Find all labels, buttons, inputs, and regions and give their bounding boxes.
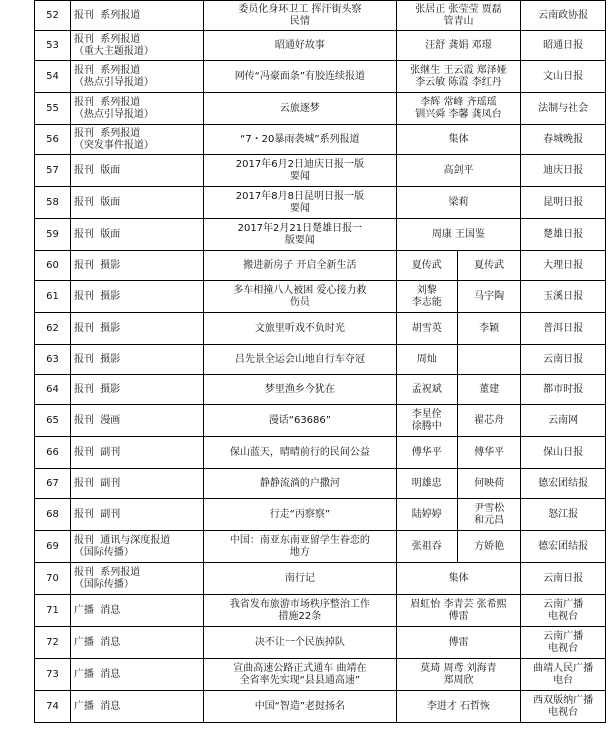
- publishing-unit-line: 法制与社会: [538, 102, 589, 114]
- publishing-unit-line: 德宏团结报: [538, 540, 589, 552]
- table-row: [35, 691, 606, 723]
- work-title-line: 漫话“63686”: [268, 414, 331, 426]
- award-category-line: 广播 消息: [73, 700, 121, 712]
- award-category-line: 报刊 系列报道: [73, 127, 141, 139]
- row-number: 59: [35, 219, 71, 251]
- author: [396, 531, 457, 563]
- award-category-line: 报刊 摄影: [73, 383, 121, 395]
- author: [396, 375, 457, 405]
- publishing-unit-line: 普洱日报: [543, 322, 584, 334]
- publishing-unit: [521, 1, 606, 31]
- award-category-line: （热点引导报道）: [73, 108, 154, 120]
- award-category: [70, 375, 203, 405]
- publishing-unit: [521, 345, 606, 375]
- row-number: 72: [35, 627, 71, 659]
- work-title-line: 文旅里听戏不负时光: [254, 322, 345, 334]
- table-row: [35, 313, 606, 345]
- work-title-line: 昭通好故事: [274, 39, 325, 51]
- authors-line: 张继生 王云霞 郑泽娅: [410, 64, 507, 76]
- editor-line: 尹雪松: [474, 502, 505, 514]
- award-category-line: 广播 消息: [73, 636, 121, 648]
- award-category: [70, 313, 203, 345]
- work-title-line: 版要闻: [284, 234, 315, 246]
- authors-line: 张居正 张莹莹 贾磊: [415, 3, 502, 15]
- authors: [396, 659, 521, 691]
- row-number: 71: [35, 595, 71, 627]
- table-row: [35, 627, 606, 659]
- work-title-line: 吕先景全运会山地自行车夺冠: [234, 353, 365, 365]
- publishing-unit-line: 大理日报: [543, 259, 584, 271]
- authors: [396, 31, 521, 61]
- work-title-line: 决不让一个民族掉队: [254, 636, 345, 648]
- work-title: [204, 1, 396, 31]
- author-line: 夏传武: [411, 259, 442, 271]
- publishing-unit-line: 云南网: [548, 414, 579, 426]
- row-number: 64: [35, 375, 71, 405]
- author: [396, 281, 457, 313]
- authors: [396, 563, 521, 595]
- publishing-unit-line: 电视台: [548, 610, 579, 622]
- author: [396, 469, 457, 499]
- authors: [396, 595, 521, 627]
- award-category-line: （突发事件报道）: [73, 139, 154, 151]
- publishing-unit-line: 迪庆日报: [543, 164, 584, 176]
- author: [396, 405, 457, 437]
- work-title: [204, 691, 396, 723]
- award-category-line: 报刊 版面: [73, 164, 121, 176]
- award-category: [70, 691, 203, 723]
- row-number: 52: [35, 1, 71, 31]
- row-number: 70: [35, 563, 71, 595]
- work-title: [204, 281, 396, 313]
- award-category: [70, 499, 203, 531]
- author: [396, 345, 457, 375]
- publishing-unit: [521, 595, 606, 627]
- publishing-unit: [521, 563, 606, 595]
- authors-line: 傅雷: [448, 610, 469, 622]
- author-line: 李星佺: [411, 408, 442, 420]
- award-category-line: （国际传播）: [73, 578, 134, 590]
- publishing-unit: [521, 155, 606, 187]
- table-row: [35, 375, 606, 405]
- work-title-line: 要闻: [289, 170, 310, 182]
- publishing-unit-line: 云南广播: [543, 630, 584, 642]
- author-line: 张祖吞: [411, 540, 442, 552]
- work-title-line: 要闻: [289, 202, 310, 214]
- work-title-line: 中国“智造”老挝扬名: [254, 700, 346, 712]
- award-category-line: 报刊 摄影: [73, 290, 121, 302]
- work-title-line: 2017年6月2日迪庆日报一版: [235, 158, 364, 170]
- award-category-line: 报刊 系列报道: [73, 64, 141, 76]
- table-row: [35, 155, 606, 187]
- publishing-unit: [521, 499, 606, 531]
- work-title-line: 地方: [289, 546, 310, 558]
- work-title: [204, 93, 396, 125]
- author-line: 傅华平: [411, 446, 442, 458]
- work-title: [204, 437, 396, 469]
- publishing-unit-line: 德宏团结报: [538, 477, 589, 489]
- publishing-unit-line: 电视台: [548, 642, 579, 654]
- table-row: [35, 61, 606, 93]
- award-category: [70, 437, 203, 469]
- editor: [457, 313, 520, 345]
- work-title: [204, 345, 396, 375]
- table-row: [35, 93, 606, 125]
- award-category: [70, 1, 203, 31]
- work-title: [204, 125, 396, 155]
- publishing-unit-line: 曲靖人民广播: [533, 662, 594, 674]
- award-category: [70, 405, 203, 437]
- work-title-line: 云旅逐梦: [279, 102, 320, 114]
- row-number: 65: [35, 405, 71, 437]
- work-title-line: 中国：南亚东南亚留学生眷恋的: [229, 534, 370, 546]
- row-number: 69: [35, 531, 71, 563]
- award-category: [70, 61, 203, 93]
- publishing-unit-line: 云南政协报: [538, 9, 589, 21]
- authors: [396, 187, 521, 219]
- authors: [396, 691, 521, 723]
- work-title: [204, 563, 396, 595]
- award-category-line: 广播 消息: [73, 668, 121, 680]
- editor: [457, 345, 520, 375]
- award-category-line: 报刊 通讯与深度报道: [73, 534, 171, 546]
- row-number: 57: [35, 155, 71, 187]
- author-line: 胡雪英: [411, 322, 442, 334]
- award-category: [70, 345, 203, 375]
- work-title: [204, 375, 396, 405]
- publishing-unit-line: 怒江报: [548, 508, 579, 520]
- work-title-line: 宣曲高速公路正式通车 曲靖在: [233, 662, 367, 674]
- row-number: 66: [35, 437, 71, 469]
- table-row: [35, 281, 606, 313]
- editor: [457, 437, 520, 469]
- authors-line: 高剑平: [443, 164, 474, 176]
- award-category-line: 报刊 摄影: [73, 353, 121, 365]
- editor-line: 何映荷: [474, 477, 505, 489]
- award-category: [70, 659, 203, 691]
- row-number: 55: [35, 93, 71, 125]
- work-title-line: 全省率先实现“县县通高速”: [239, 674, 361, 686]
- publishing-unit-line: 文山日报: [543, 70, 584, 82]
- publishing-unit-line: 云南广播: [543, 598, 584, 610]
- award-category: [70, 93, 203, 125]
- editor: [457, 499, 520, 531]
- author-line: 刘黎: [416, 284, 437, 296]
- author: [396, 313, 457, 345]
- authors-line: 傅雷: [448, 636, 469, 648]
- author: [396, 499, 457, 531]
- author-line: 明雄忠: [411, 477, 442, 489]
- publishing-unit: [521, 313, 606, 345]
- award-category: [70, 469, 203, 499]
- work-title-line: 民情: [289, 15, 310, 27]
- award-category-line: 报刊 摄影: [73, 259, 121, 271]
- editor-line: 方娇艳: [474, 540, 505, 552]
- work-title-line: 多车相撞八人被困 爱心接力救: [233, 284, 367, 296]
- table-row: [35, 595, 606, 627]
- work-title-line: 静静流淌的户撒河: [259, 477, 340, 489]
- author-line: 周灿: [416, 353, 437, 365]
- editor: [457, 469, 520, 499]
- award-category-line: 报刊 摄影: [73, 322, 121, 334]
- award-category: [70, 595, 203, 627]
- publishing-unit: [521, 437, 606, 469]
- row-number: 56: [35, 125, 71, 155]
- work-title-line: 搬进新房子 开启全新生活: [243, 259, 357, 271]
- authors-line: 管青山: [443, 15, 474, 27]
- publishing-unit-line: 楚雄日报: [543, 228, 584, 240]
- editor-line: 翟芯舟: [474, 414, 505, 426]
- award-category-line: 报刊 系列报道: [73, 9, 141, 21]
- editor: [457, 281, 520, 313]
- publishing-unit-line: 昭通日报: [543, 39, 584, 51]
- work-title: [204, 531, 396, 563]
- publishing-unit: [521, 659, 606, 691]
- work-title: [204, 31, 396, 61]
- work-title: [204, 187, 396, 219]
- author-line: 李志能: [411, 296, 442, 308]
- award-category: [70, 31, 203, 61]
- award-category-line: （重大主题报道）: [73, 45, 154, 57]
- award-category: [70, 187, 203, 219]
- row-number: 61: [35, 281, 71, 313]
- publishing-unit: [521, 691, 606, 723]
- publishing-unit: [521, 125, 606, 155]
- award-category-line: 报刊 系列报道: [73, 33, 141, 45]
- work-title-line: 伤员: [289, 296, 310, 308]
- work-title-line: 委员化身环卫工 挥汗街头察: [238, 3, 362, 15]
- award-category: [70, 563, 203, 595]
- award-category-line: 报刊 系列报道: [73, 566, 141, 578]
- award-category: [70, 125, 203, 155]
- authors-line: 周康 王国鉴: [431, 228, 486, 240]
- publishing-unit: [521, 281, 606, 313]
- editor-line: 傅华平: [474, 446, 505, 458]
- authors: [396, 93, 521, 125]
- award-category-line: 报刊 系列报道: [73, 96, 141, 108]
- award-category-line: 报刊 副刊: [73, 446, 121, 458]
- author-line: 陆婷婷: [411, 508, 442, 520]
- publishing-unit: [521, 61, 606, 93]
- editor-line: 夏传武: [474, 259, 505, 271]
- authors-line: 集体: [448, 572, 469, 584]
- table-row: [35, 345, 606, 375]
- publishing-unit-line: 春城晚报: [543, 133, 584, 145]
- table-row: [35, 251, 606, 281]
- authors: [396, 155, 521, 187]
- row-number: 62: [35, 313, 71, 345]
- award-category: [70, 251, 203, 281]
- award-category-line: 广播 消息: [73, 604, 121, 616]
- award-category-line: 报刊 版面: [73, 196, 121, 208]
- authors-line: 莫琦 周鸢 刘海青: [420, 662, 497, 674]
- row-number: 60: [35, 251, 71, 281]
- work-title: [204, 469, 396, 499]
- publishing-unit: [521, 375, 606, 405]
- table-row: [35, 469, 606, 499]
- awards-table-body: [35, 1, 606, 723]
- work-title-line: 网传“冯豪面条”有胶连续报道: [234, 70, 366, 82]
- row-number: 74: [35, 691, 71, 723]
- publishing-unit: [521, 251, 606, 281]
- work-title: [204, 219, 396, 251]
- publishing-unit: [521, 219, 606, 251]
- authors-line: 集体: [448, 133, 469, 145]
- award-category: [70, 531, 203, 563]
- publishing-unit: [521, 531, 606, 563]
- award-category: [70, 219, 203, 251]
- row-number: 58: [35, 187, 71, 219]
- publishing-unit-line: 云南日报: [543, 353, 584, 365]
- row-number: 54: [35, 61, 71, 93]
- work-title-line: 保山蓝天，晴晴前行的民间公益: [229, 446, 370, 458]
- author-line: 徐腾中: [411, 420, 442, 432]
- editor: [457, 251, 520, 281]
- authors: [396, 1, 521, 31]
- authors: [396, 61, 521, 93]
- work-title: [204, 61, 396, 93]
- work-title-line: 行走“丙察察”: [269, 508, 331, 520]
- publishing-unit: [521, 93, 606, 125]
- publishing-unit-line: 都市时报: [543, 383, 584, 395]
- publishing-unit: [521, 31, 606, 61]
- work-title: [204, 627, 396, 659]
- table-row: [35, 219, 606, 251]
- authors-line: 汪舒 龚娟 邓璟: [425, 39, 492, 51]
- award-category: [70, 627, 203, 659]
- author: [396, 437, 457, 469]
- award-category-line: （热点引导报道）: [73, 76, 154, 88]
- editor-line: 马宇陶: [474, 290, 505, 302]
- table-row: [35, 499, 606, 531]
- work-title: [204, 313, 396, 345]
- award-category: [70, 155, 203, 187]
- author: [396, 251, 457, 281]
- editor: [457, 531, 520, 563]
- table-row: [35, 405, 606, 437]
- publishing-unit: [521, 627, 606, 659]
- table-row: [35, 563, 606, 595]
- publishing-unit-line: 云南日报: [543, 572, 584, 584]
- row-number: 68: [35, 499, 71, 531]
- publishing-unit-line: 电台: [553, 674, 574, 686]
- publishing-unit: [521, 405, 606, 437]
- editor-line: 李颖: [479, 322, 500, 334]
- row-number: 63: [35, 345, 71, 375]
- author-line: 孟祝斌: [411, 383, 442, 395]
- work-title: [204, 499, 396, 531]
- award-category-line: 报刊 版面: [73, 228, 121, 240]
- table-row: [35, 1, 606, 31]
- publishing-unit-line: 保山日报: [543, 446, 584, 458]
- table-row: [35, 31, 606, 61]
- authors-line: 梁莉: [448, 196, 469, 208]
- work-title-line: 2017年2月21日楚雄日报一: [237, 222, 363, 234]
- publishing-unit: [521, 469, 606, 499]
- work-title-line: 措施22条: [278, 610, 322, 622]
- editor-line: 董建: [479, 383, 500, 395]
- award-category-line: 报刊 副刊: [73, 477, 121, 489]
- authors-line: 李辉 常峰 齐瑶瑶: [420, 96, 497, 108]
- authors: [396, 627, 521, 659]
- publishing-unit-line: 西双版纳广播: [533, 694, 594, 706]
- table-row: [35, 125, 606, 155]
- publishing-unit-line: 玉溪日报: [543, 290, 584, 302]
- editor: [457, 405, 520, 437]
- table-row: [35, 531, 606, 563]
- work-title-line: 南行记: [284, 572, 315, 584]
- table-row: [35, 437, 606, 469]
- work-title-line: 2017年8月8日昆明日报一版: [235, 190, 364, 202]
- row-number: 73: [35, 659, 71, 691]
- award-category-line: 报刊 副刊: [73, 508, 121, 520]
- authors: [396, 125, 521, 155]
- work-title: [204, 405, 396, 437]
- work-title: [204, 595, 396, 627]
- award-category-line: （国际传播）: [73, 546, 134, 558]
- work-title-line: 梦里渔乡今犹在: [264, 383, 335, 395]
- row-number: 67: [35, 469, 71, 499]
- award-category: [70, 281, 203, 313]
- award-category-line: 报刊 漫画: [73, 414, 121, 426]
- table-row: [35, 659, 606, 691]
- work-title: [204, 251, 396, 281]
- table-row: [35, 187, 606, 219]
- publishing-unit-line: 电视台: [548, 706, 579, 718]
- editor: [457, 375, 520, 405]
- work-title-line: 我省发布旅游市场秩序整治工作: [229, 598, 370, 610]
- editor-line: 和元昌: [474, 514, 505, 526]
- authors-line: 李云敏 陈霞 李红丹: [415, 76, 502, 88]
- work-title: [204, 659, 396, 691]
- publishing-unit: [521, 187, 606, 219]
- authors-line: 眉虹怡 李青芸 张希熙: [410, 598, 507, 610]
- authors: [396, 219, 521, 251]
- awards-table: [34, 0, 606, 723]
- authors-line: 李进才 石哲恢: [426, 700, 491, 712]
- row-number: 53: [35, 31, 71, 61]
- authors-line: 郑周欣: [443, 674, 474, 686]
- publishing-unit-line: 昆明日报: [543, 196, 584, 208]
- work-title: [204, 155, 396, 187]
- authors-line: 钏兴舜 李馨 龚凤台: [415, 108, 502, 120]
- work-title-line: “7・20暴雨袭城”系列报道: [240, 133, 360, 145]
